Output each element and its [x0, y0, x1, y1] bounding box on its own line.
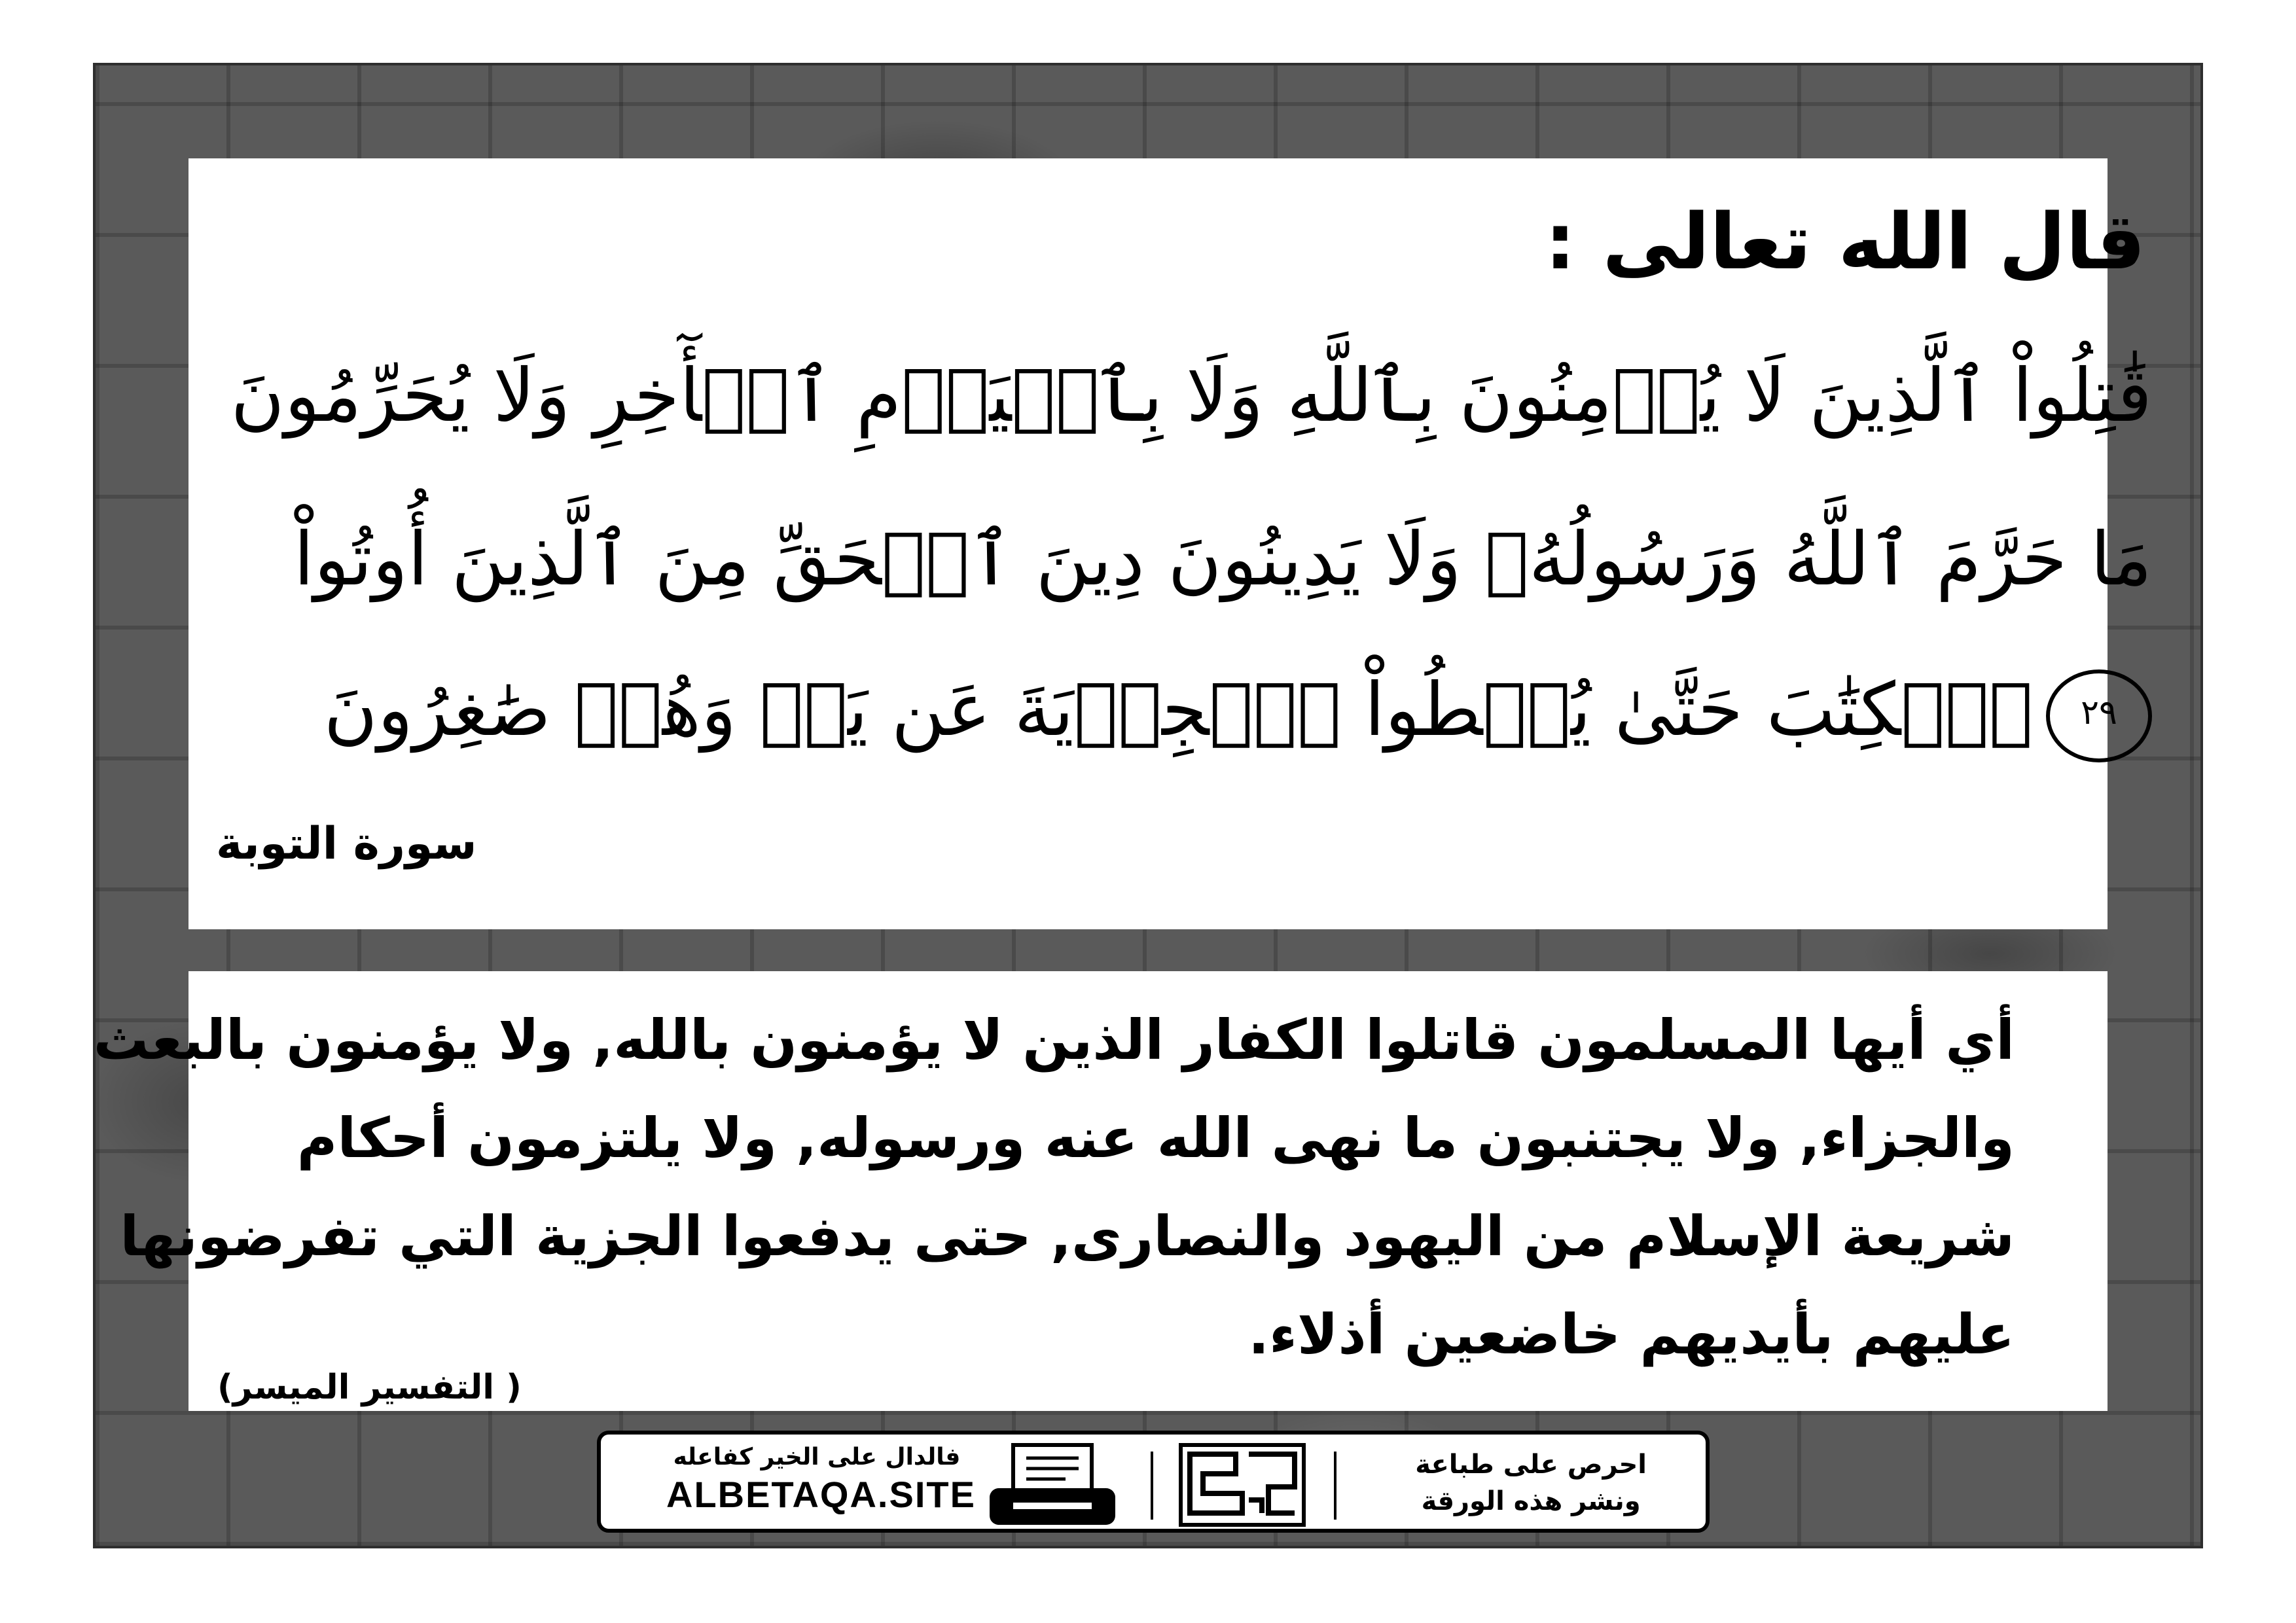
- tafsir-line-3: شريعة الإسلام من اليهود والنصارى, حتى يدفعوا الجزية التي تفرضونها: [120, 1204, 2015, 1268]
- verse-line-3: [188, 668, 2152, 762]
- footer-divider: [1334, 1452, 1336, 1520]
- verse-line-2: مَا حَرَّمَ ٱللَّهُ وَرَسُولُهُۥ وَلَا يَدِينُونَ دِينَ ٱلۡحَقِّ مِنَ ٱلَّذِينَ أُوتُواْ: [293, 517, 2152, 602]
- footer-note: [1415, 1446, 1647, 1520]
- verse-line-3-text: ٱلۡكِتَٰبَ حَتَّىٰ يُعۡطُواْ ٱلۡجِزۡيَةَ عَن يَدٖ وَهُمۡ صَٰغِرُونَ: [323, 668, 2033, 753]
- ayah-number-marker: ٢٩: [2046, 669, 2152, 762]
- tafsir-line-2: والجزاء, ولا يجتنبون ما نهى الله عنه ورسوله, ولا يلتزمون أحكام: [296, 1106, 2015, 1170]
- verse-line-1: قَٰتِلُواْ ٱلَّذِينَ لَا يُؤۡمِنُونَ بِٱللَّهِ وَلَا بِٱلۡيَوۡمِ ٱلۡأٓخِرِ وَلَا يُحَرِّمُونَ: [230, 353, 2152, 438]
- footer-site[interactable]: ALBETAQA.SITE: [666, 1474, 976, 1515]
- tafsir-source: ( التفسير الميسر): [217, 1368, 522, 1407]
- logo-icon: [1177, 1441, 1308, 1529]
- tafsir-line-4: عليهم بأيديهم خاضعين أذلاء.: [1248, 1302, 2015, 1366]
- footer-slogan-block: [666, 1444, 976, 1516]
- footer-banner: [597, 1431, 1710, 1533]
- tafsir-line-1: أي أيها المسلمون قاتلوا الكفار الذين لا يؤمنون بالله, ولا يؤمنون بالبعث: [93, 1008, 2015, 1072]
- page-title: قال الله تعالى :: [1545, 196, 2145, 287]
- printer-icon: [987, 1442, 1118, 1527]
- footer-slogan: فالدال على الخير كفاعله: [673, 1444, 961, 1471]
- footer-divider: [1151, 1452, 1153, 1520]
- sura-name: سورة التوبة: [216, 818, 477, 870]
- footer-note-line-1: احرص على طباعة: [1415, 1450, 1647, 1480]
- footer-note-line-2: ونشر هذه الورقة: [1421, 1486, 1641, 1516]
